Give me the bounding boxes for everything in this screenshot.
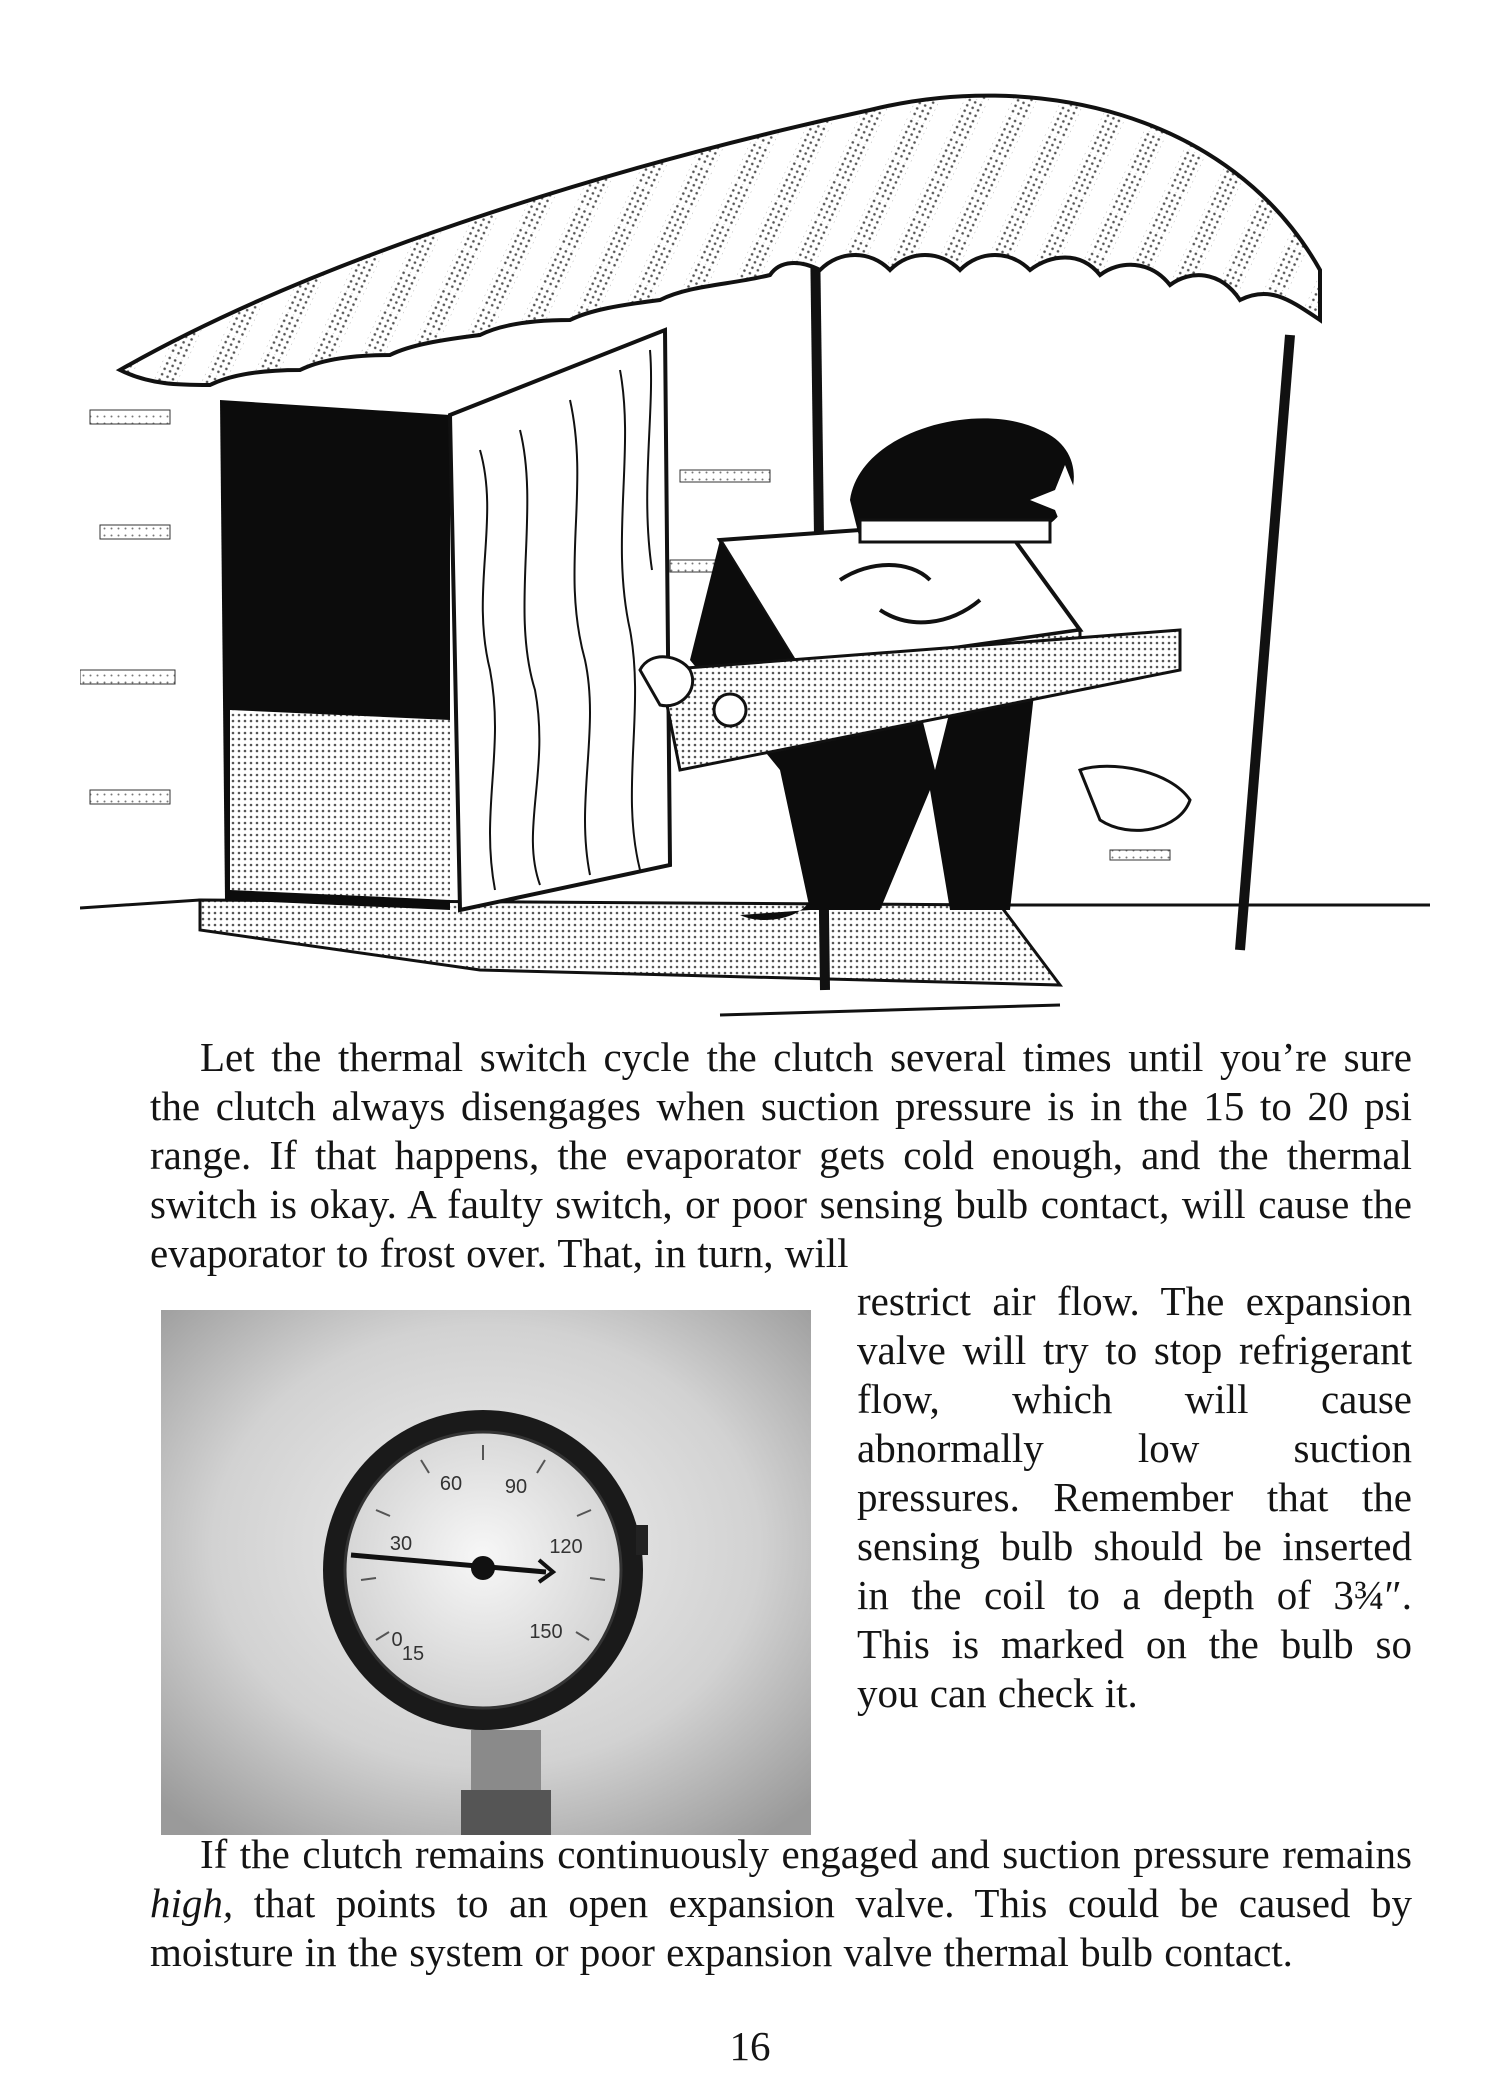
paragraph-2 [150, 1830, 1412, 1977]
entrance-floor [200, 900, 1060, 985]
gauge-label-120: 120 [549, 1536, 583, 1558]
page-number: 16 [729, 2023, 771, 2069]
thermal-switch-doorman-illustration [80, 70, 1440, 1025]
paragraph-2-before: If the clutch remains continuously engaged and suction pressure remains [200, 1831, 1412, 1877]
doorman-hand-right [1080, 766, 1190, 830]
paragraph-1-continued: restrict air flow. The expansion valve will try to stop refrigerant flow, which will cause abnormally low suction pressures. Remember that the sensing bulb should be inserted in the coil to a depth of 3¾″. This is marked on the bulb so you can check it. [857, 1278, 1412, 1716]
paragraph-2-emphasis: high, [150, 1880, 234, 1926]
gauge-label-90: 90 [504, 1476, 528, 1498]
gauge-label-150: 150 [529, 1621, 563, 1643]
gauge-label-15: 15 [401, 1643, 425, 1665]
paragraph-1: Let the thermal switch cycle the clutch several times until you’re sure the clutch always disengages when suction pressure is in the 15 to 20 psi range. If that happens, the evaporator gets cold enough, and the thermal switch is okay. A faulty switch, or poor sensing bulb contact, will cause the evaporator to frost over. That, in turn, will [150, 1034, 1412, 1276]
paragraph-2-after: that points to an open expansion valve. This could be caused by moisture in the system or poor expansion valve thermal bulb contact. [150, 1880, 1412, 1975]
pressure-gauge-photo [161, 1310, 811, 1835]
gauge-label-30: 30 [389, 1533, 413, 1555]
gauge-label-0: 0 [391, 1629, 403, 1651]
gauge-label-60: 60 [439, 1473, 463, 1495]
striped-awning [120, 96, 1320, 385]
